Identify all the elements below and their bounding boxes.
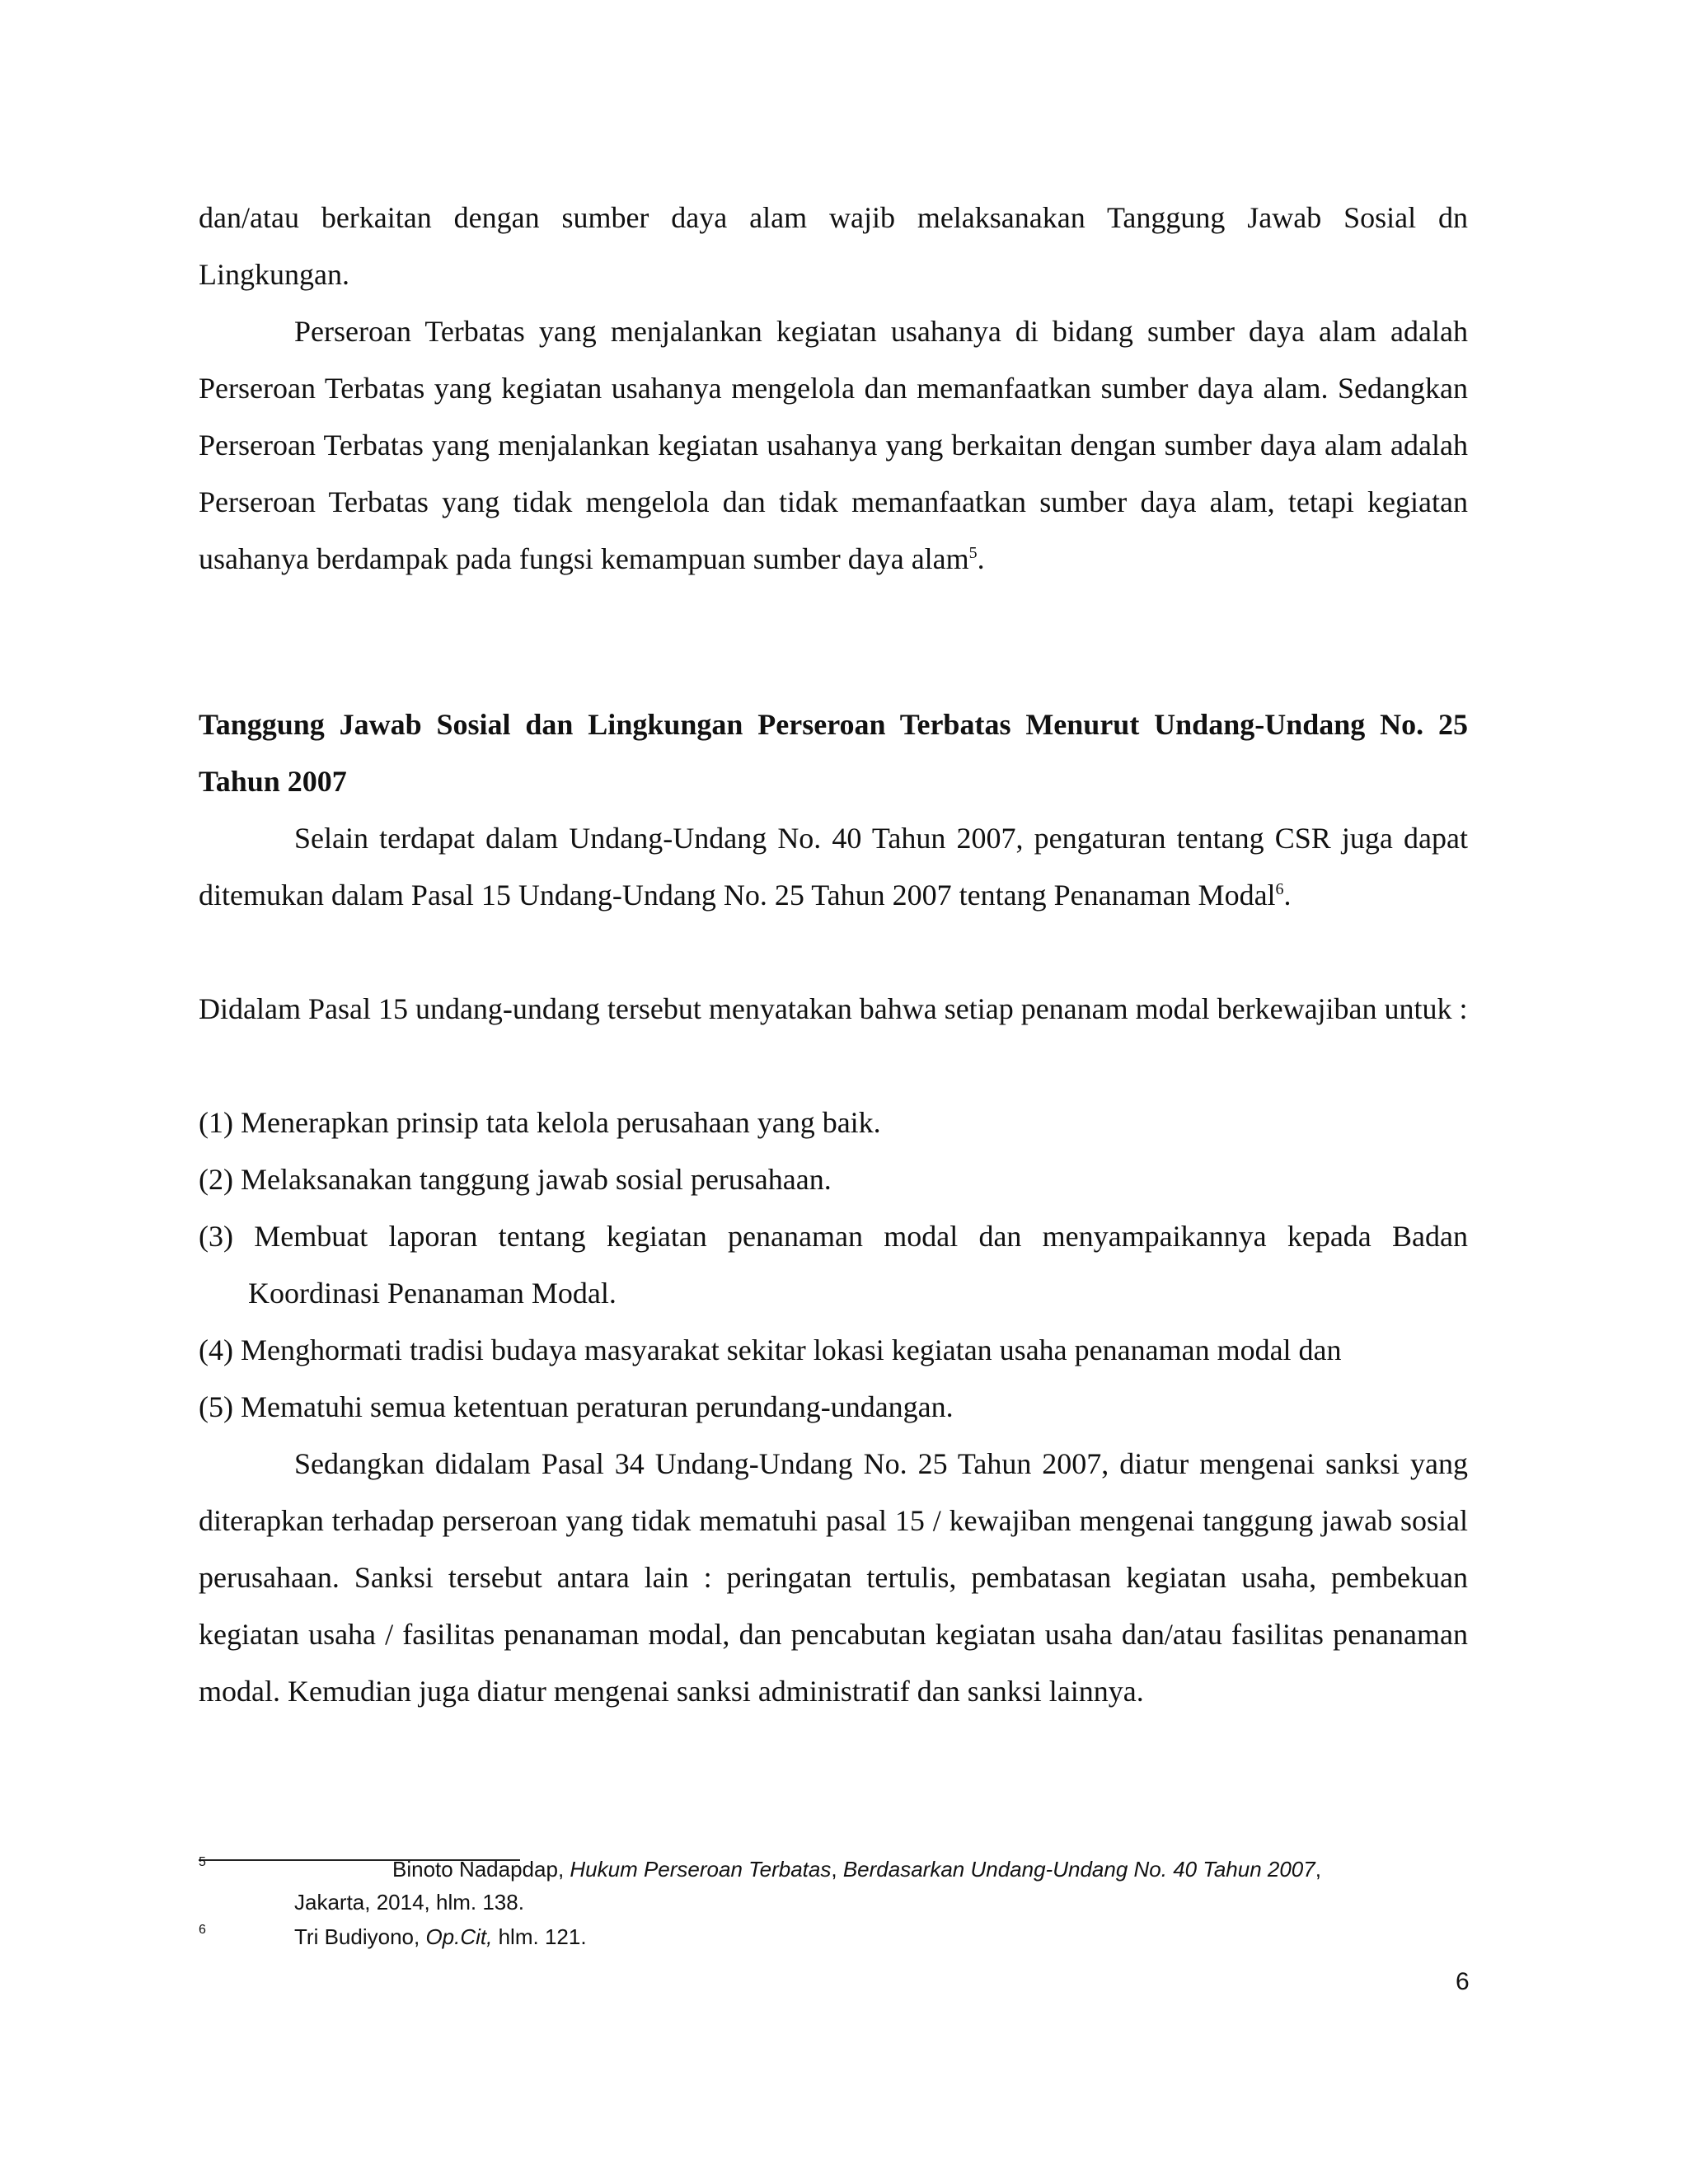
section-heading: Tanggung Jawab Sosial dan Lingkungan Perseroan Terbatas Menurut Undang-Undang No. 25 Tahun 2007	[199, 708, 1468, 798]
list-item: (2) Melaksanakan tanggung jawab sosial perusahaan.	[199, 1163, 832, 1196]
paragraph-text: Perseroan Terbatas yang menjalankan kegiatan usahanya di bidang sumber daya alam adalah Perseroan Terbatas yang kegiatan usahanya mengelola dan memanfaatkan sumber daya alam. Sedangkan Perseroan Terbatas yang menjalankan kegiatan usahanya yang berkaitan dengan sumber daya alam adalah Perseroan Terbatas yang tidak mengelola dan tidak memanfaatkan sumber daya alam, tetapi kegiatan usahanya berdampak pada fungsi kemampuan sumber daya alam	[199, 315, 1468, 575]
footnote-6	[199, 1920, 1484, 1953]
paragraph-resource-companies	[199, 303, 1468, 588]
footnote-number: 5	[199, 1855, 206, 1869]
footnote-number: 6	[199, 1923, 206, 1937]
paragraph-end: .	[1283, 879, 1292, 912]
footnote-title: Op.Cit,	[425, 1924, 493, 1949]
paragraph-csr-regulation	[199, 810, 1468, 924]
footnote-reference: 6	[1275, 880, 1284, 898]
footnote-5	[199, 1853, 1484, 1919]
footnote-separator-text: ,	[831, 1857, 843, 1882]
paragraph-line: dan/atau berkaitan dengan sumber daya alam wajib melaksanakan Tanggung Jawab Sosial dn	[199, 201, 1468, 234]
footnote-subtitle: Berdasarkan Undang-Undang No. 40 Tahun 2007	[842, 1857, 1315, 1882]
paragraph-obligations-intro: Didalam Pasal 15 undang-undang tersebut menyatakan bahwa setiap penanam modal berkewajiban untuk :	[199, 992, 1468, 1025]
footnote-author: Binoto Nadapdap,	[392, 1857, 570, 1882]
paragraph-line: Lingkungan.	[199, 258, 349, 291]
footnote-rest: hlm. 121.	[492, 1924, 587, 1949]
page-number: 6	[1456, 1968, 1470, 1995]
list-item: (3) Membuat laporan tentang kegiatan penanaman modal dan menyampaikannya kepada Badan Koordinasi Penanaman Modal.	[199, 1220, 1468, 1310]
paragraph-sanctions: Sedangkan didalam Pasal 34 Undang-Undang No. 25 Tahun 2007, diatur mengenai sanksi yang diterapkan terhadap perseroan yang tidak mematuhi pasal 15 / kewajiban mengenai tanggung jawab sosial perusahaan. Sanksi tersebut antara lain : peringatan tertulis, pembatasan kegiatan usaha, pembekuan kegiatan usaha / fasilitas penanaman modal, dan pencabutan kegiatan usaha dan/atau fasilitas penanaman modal. Kemudian juga diatur mengenai sanksi administratif dan sanksi lainnya.	[199, 1447, 1468, 1708]
paragraph-continuation	[199, 190, 1468, 303]
footnote-rest: ,	[1315, 1857, 1321, 1882]
footnote-title: Hukum Perseroan Terbatas	[570, 1857, 832, 1882]
list-item: (1) Menerapkan prinsip tata kelola perusahaan yang baik.	[199, 1106, 881, 1139]
list-item: (4) Menghormati tradisi budaya masyarakat sekitar lokasi kegiatan usaha penanaman modal dan	[199, 1333, 1342, 1366]
paragraph-text: Selain terdapat dalam Undang-Undang No. 40 Tahun 2007, pengaturan tentang CSR juga dapat ditemukan dalam Pasal 15 Undang-Undang No. 25 Tahun 2007 tentang Penanaman Modal	[199, 822, 1468, 912]
paragraph-end: .	[977, 542, 985, 575]
obligations-list	[199, 1094, 1468, 1436]
footnote-line2: Jakarta, 2014, hlm. 138.	[294, 1890, 524, 1915]
list-item: (5) Mematuhi semua ketentuan peraturan perundang-undangan.	[199, 1390, 954, 1423]
footnote-reference: 5	[968, 544, 978, 562]
footnote-author: Tri Budiyono,	[294, 1924, 426, 1949]
